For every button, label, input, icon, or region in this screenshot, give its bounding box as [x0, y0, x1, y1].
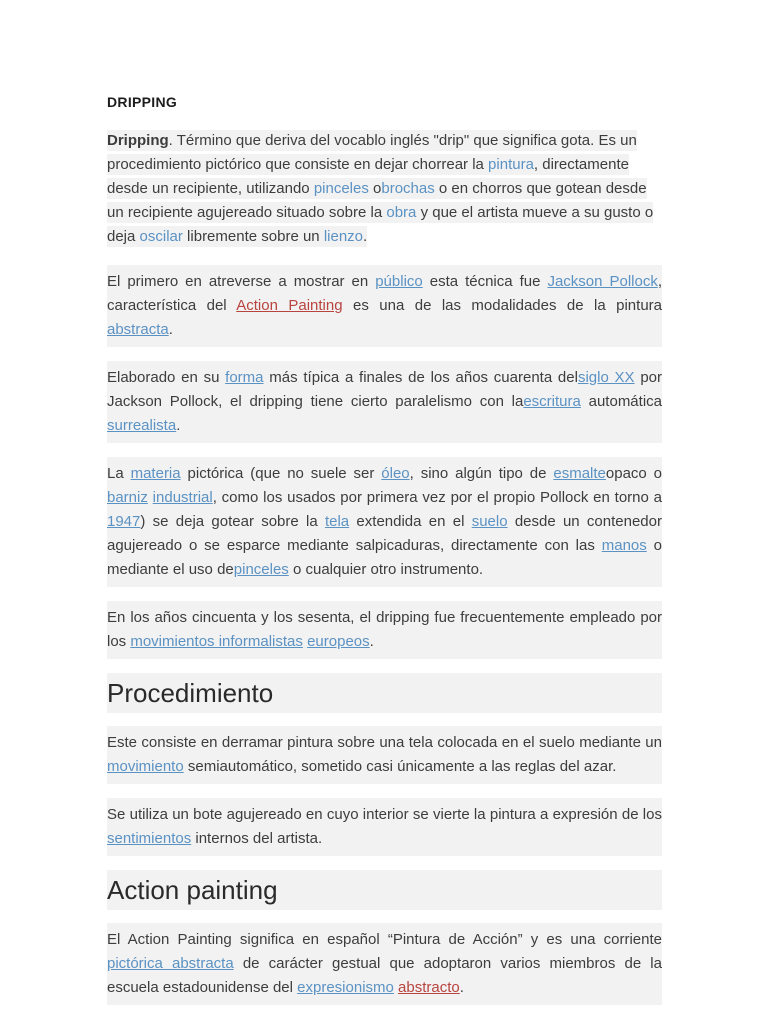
- link-1947[interactable]: 1947: [107, 513, 141, 530]
- text-segment: , directamente desde un recipiente, utilizando: [107, 156, 629, 197]
- link-materia[interactable]: materia: [130, 465, 181, 482]
- link-brochas[interactable]: brochas: [381, 180, 435, 197]
- link-movimientos-informalistas[interactable]: movimientos informalistas: [130, 633, 303, 650]
- text-segment: .: [363, 228, 368, 245]
- text-segment: Se utiliza un bote agujereado en cuyo interior se vierte la pintura a expresión de los: [107, 806, 662, 823]
- text-segment: .: [459, 979, 464, 996]
- text-segment: semiautomático, sometido casi únicamente a las reglas del azar.: [183, 758, 617, 775]
- link-obra[interactable]: obra: [386, 204, 417, 221]
- text-segment: o mediante el uso de: [107, 537, 663, 578]
- paragraph: [107, 726, 662, 784]
- text-segment: , sino algún tipo de: [409, 465, 554, 482]
- link-expresionismo[interactable]: expresionismo: [297, 979, 394, 996]
- text-segment: Elaborado en su: [107, 369, 226, 386]
- paragraph: [107, 601, 662, 659]
- link-siglo-xx[interactable]: siglo XX: [577, 369, 635, 386]
- paragraph: [107, 265, 662, 347]
- link-industrial[interactable]: industrial: [152, 489, 213, 506]
- paragraph: [107, 923, 662, 1005]
- link-action-painting[interactable]: Action Painting: [236, 297, 343, 314]
- link-manos[interactable]: manos: [601, 537, 647, 554]
- text-segment: El Action Painting significa en español “Pintura de Acción” y es una corriente: [107, 931, 662, 948]
- text-segment: desde un contenedor agujereado o se esparce mediante salpicaduras, directamente con las: [107, 513, 662, 554]
- text-segment: opaco o: [605, 465, 663, 482]
- link-suelo[interactable]: suelo: [471, 513, 508, 530]
- text-segment: automática: [580, 393, 662, 410]
- paragraph: [107, 457, 662, 587]
- text-segment: Este consiste en derramar pintura sobre una tela colocada en el suelo mediante un: [107, 734, 662, 751]
- text-segment: Dripping: [107, 132, 169, 149]
- link-escritura[interactable]: escritura: [523, 393, 581, 410]
- link-sentimientos[interactable]: sentimientos: [107, 830, 192, 847]
- paragraph: [107, 798, 662, 856]
- section-heading-procedimiento: Procedimiento: [107, 673, 662, 713]
- text-segment: ) se deja gotear sobre la: [140, 513, 325, 530]
- text-segment: . Término que deriva del vocablo inglés "drip" que significa gota. Es un procedimiento pictórico que consiste en dejar chorrear la: [107, 132, 637, 173]
- text-segment: o: [368, 180, 382, 197]
- text-segment: , característica del: [107, 273, 662, 314]
- link-oscilar[interactable]: oscilar: [139, 228, 183, 245]
- link-publico[interactable]: público: [375, 273, 423, 290]
- text-segment: El primero en atreverse a mostrar en: [107, 273, 376, 290]
- text-segment: es una de las modalidades de la pintura: [342, 297, 662, 314]
- link-jackson-pollock[interactable]: Jackson Pollock: [547, 273, 658, 290]
- text-segment: libremente sobre un: [182, 228, 324, 245]
- link-abstracto[interactable]: abstracto: [398, 979, 460, 996]
- text-segment: .: [168, 321, 173, 338]
- text-segment: esta técnica fue: [422, 273, 548, 290]
- text-segment: extendida en el: [349, 513, 472, 530]
- text-segment: En los años cincuenta y los sesenta, el dripping fue frecuentemente empleado por los: [107, 609, 662, 650]
- link-pintura[interactable]: pintura: [488, 156, 534, 173]
- text-segment: de carácter gestual que adoptaron varios miembros de la escuela estadounidense del: [107, 955, 662, 996]
- link-pinceles[interactable]: pinceles: [233, 561, 289, 578]
- text-segment: o en chorros que gotean desde un recipiente agujereado situado sobre la: [107, 180, 647, 221]
- link-europeos[interactable]: europeos: [307, 633, 370, 650]
- paragraph: [107, 361, 662, 443]
- text-segment: .: [176, 417, 181, 434]
- document-content: [107, 129, 662, 1005]
- paragraph: [107, 129, 662, 249]
- link-movimiento[interactable]: movimiento: [107, 758, 184, 775]
- text-segment: más típica a finales de los años cuarenta del: [263, 369, 578, 386]
- link-lienzo[interactable]: lienzo: [323, 228, 364, 245]
- text-segment: , como los usados por primera vez por el propio Pollock en torno a: [212, 489, 663, 506]
- link-pictorica-abstracta[interactable]: pictórica abstracta: [107, 955, 234, 972]
- text-segment: deja: [107, 228, 140, 245]
- document-title: DRIPPING: [107, 94, 178, 110]
- link-esmalte[interactable]: esmalte: [553, 465, 606, 482]
- section-heading-action-painting: Action painting: [107, 870, 662, 910]
- highlighted-text: [107, 130, 653, 247]
- link-oleo[interactable]: óleo: [381, 465, 410, 482]
- text-segment: pictórica (que no suele ser: [180, 465, 382, 482]
- text-segment: La: [107, 465, 131, 482]
- text-segment: o cualquier otro instrumento.: [288, 561, 484, 578]
- text-segment: internos del artista.: [191, 830, 323, 847]
- link-tela[interactable]: tela: [324, 513, 350, 530]
- link-barniz[interactable]: barniz: [107, 489, 148, 506]
- link-pinceles[interactable]: pinceles: [313, 180, 369, 197]
- text-segment: .: [369, 633, 374, 650]
- link-forma[interactable]: forma: [225, 369, 264, 386]
- text-segment: y que el artista mueve a su gusto o: [416, 204, 654, 221]
- link-surrealista[interactable]: surrealista: [107, 417, 177, 434]
- text-segment: por Jackson Pollock, el dripping tiene cierto paralelismo con la: [107, 369, 662, 410]
- link-abstracta[interactable]: abstracta: [107, 321, 169, 338]
